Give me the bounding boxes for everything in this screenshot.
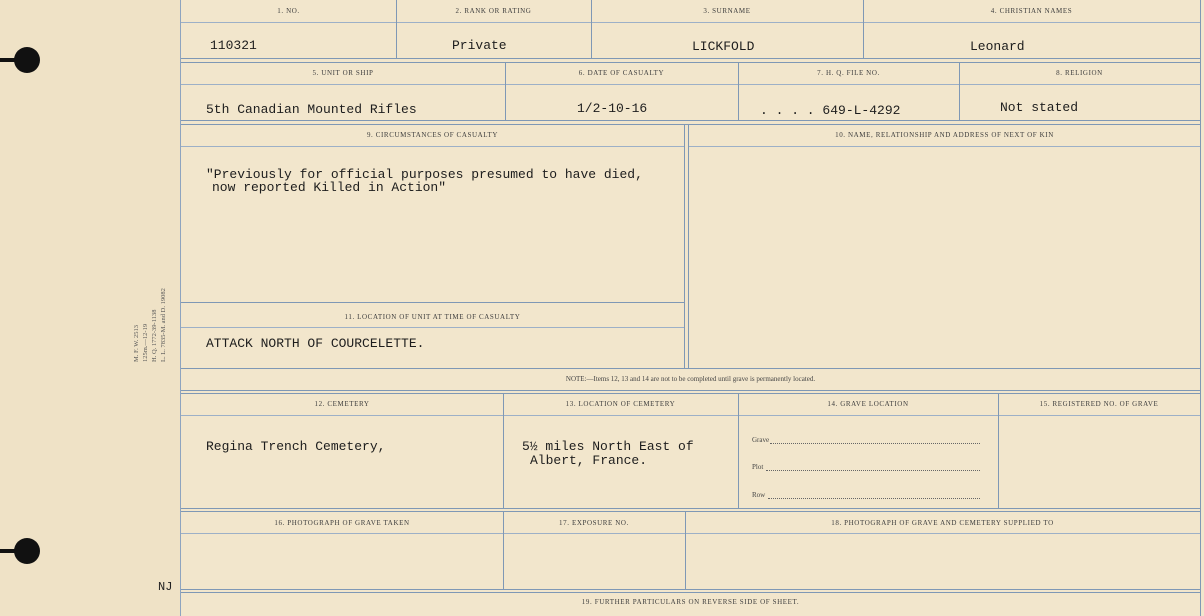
header-christian-names: 4. CHRISTIAN NAMES: [990, 7, 1073, 15]
header-hq-file: 7. H. Q. FILE NO.: [817, 69, 880, 77]
hq-file-value: . . . . 649-L-4292: [760, 103, 901, 118]
location-cemetery-line-2: Albert, France.: [530, 453, 648, 468]
header-unit: 5. UNIT OR SHIP: [312, 69, 374, 77]
header-registered-no: 15. REGISTERED NO. OF GRAVE: [1039, 400, 1159, 408]
surname-value: LICKFOLD: [692, 39, 755, 54]
header-location-cemetery: 13. LOCATION OF CEMETERY: [565, 400, 676, 408]
circumstances-line-2: now reported Killed in Action": [212, 180, 447, 195]
plot-field-line: [766, 470, 980, 471]
header-rank: 2. RANK OR RATING: [455, 7, 532, 15]
christian-names-value: Leonard: [970, 39, 1025, 54]
header-photo-taken: 16. PHOTOGRAPH OF GRAVE TAKEN: [274, 519, 410, 527]
header-cemetery: 12. CEMETERY: [314, 400, 370, 408]
footer-further-particulars: 19. FURTHER PARTICULARS ON REVERSE SIDE OF SHEET.: [581, 598, 800, 606]
clerk-initials: NJ: [158, 580, 173, 594]
date-of-casualty-value: 1/2-10-16: [577, 101, 648, 116]
punch-hole-bottom: [14, 538, 40, 564]
grave-field-label: Grave: [752, 436, 770, 444]
header-grave-location: 14. GRAVE LOCATION: [827, 400, 909, 408]
header-exposure: 17. EXPOSURE NO.: [559, 519, 629, 527]
cemetery-value: Regina Trench Cemetery,: [206, 439, 386, 454]
row-field-label: Row: [752, 491, 766, 499]
row-field-line: [768, 498, 980, 499]
header-next-of-kin: 10. NAME, RELATIONSHIP AND ADDRESS OF NEXT OF KIN: [835, 131, 1054, 139]
header-surname: 3. SURNAME: [703, 7, 751, 15]
header-circumstances: 9. CIRCUMSTANCES OF CASUALTY: [366, 131, 499, 139]
circumstances-line-1: "Previously for official purposes presumed to have died,: [206, 167, 643, 182]
unit-value: 5th Canadian Mounted Rifles: [206, 102, 417, 117]
service-number: 110321: [210, 38, 257, 53]
grave-field-line: [770, 443, 980, 444]
religion-value: Not stated: [1000, 100, 1079, 115]
location-unit-value: ATTACK NORTH OF COURCELETTE.: [206, 336, 425, 351]
punch-hole-top: [14, 47, 40, 73]
plot-field-label: Plot: [752, 463, 764, 471]
header-religion: 8. RELIGION: [1056, 69, 1103, 77]
rank-value: Private: [452, 38, 507, 53]
location-cemetery-line-1: 5½ miles North East of: [522, 439, 694, 454]
form-code: M. F. W. 2513 125m.—12-19 H. Q. 1772-39-1138 L. L. 7835-M. and D. 19082: [133, 288, 167, 362]
header-photo-supplied: 18. PHOTOGRAPH OF GRAVE AND CEMETERY SUPPLIED TO: [831, 519, 1054, 527]
header-location-unit: 11. LOCATION OF UNIT AT TIME OF CASUALTY: [344, 313, 521, 321]
header-no: 1. NO.: [277, 7, 300, 15]
header-date-of-casualty: 6. DATE OF CASUALTY: [578, 69, 665, 77]
note: NOTE:—Items 12, 13 and 14 are not to be completed until grave is permanently located.: [565, 375, 816, 383]
